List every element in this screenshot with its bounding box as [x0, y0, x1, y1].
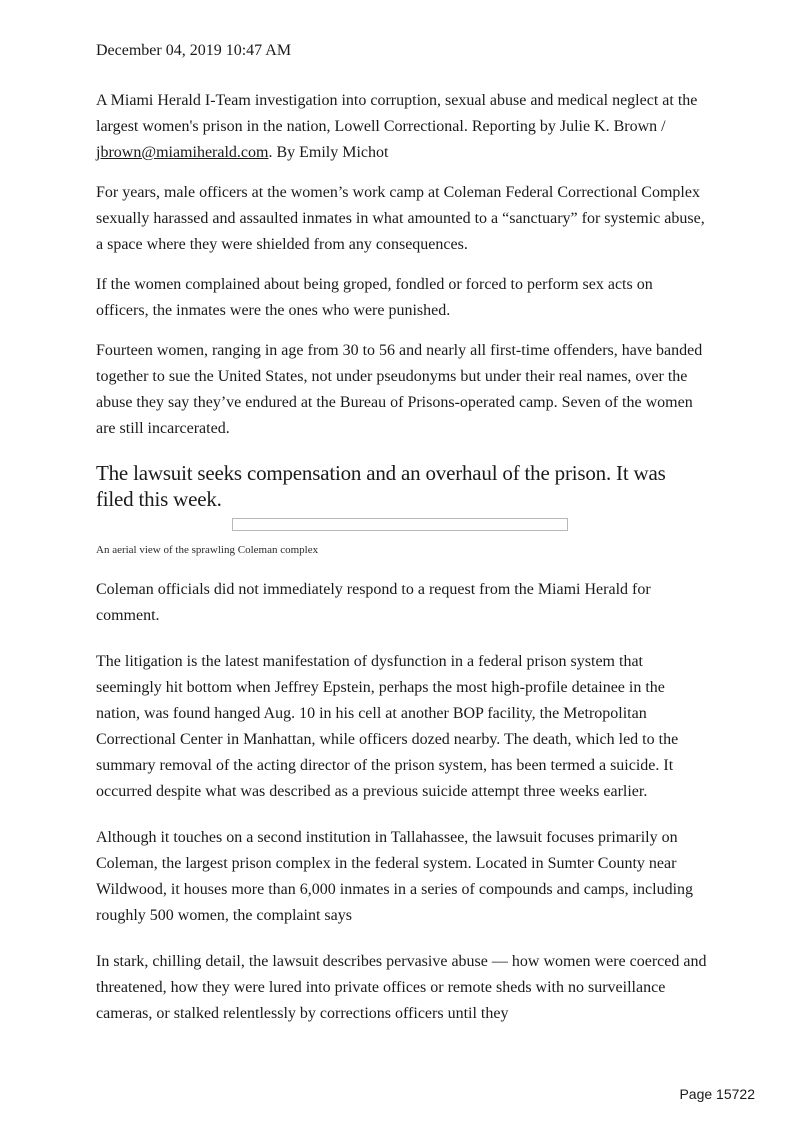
dateline: December 04, 2019 10:47 AM — [96, 42, 292, 59]
intro-paragraph — [96, 88, 708, 166]
page-number: Page 15722 — [679, 1086, 755, 1102]
subhead: The lawsuit seeks compensation and an overhaul of the prison. It was filed this week. — [96, 461, 666, 511]
author-email-link[interactable]: jbrown@miamiherald.com — [96, 144, 269, 161]
aerial-image-placeholder — [232, 518, 568, 531]
body-paragraph: Fourteen women, ranging in age from 30 to 56 and nearly all first-time offenders, have banded together to sue the United States, not under pseudonyms but under their real names, over the abuse they say they’ve endured at the Bureau of Prisons-operated camp. Seven of the women are still incarcerated. — [96, 342, 703, 437]
document-page — [96, 38, 708, 1041]
image-caption: An aerial view of the sprawling Coleman complex — [96, 544, 319, 556]
body-paragraph: For years, male officers at the women’s work camp at Coleman Federal Correctional Complex sexually harassed and assaulted inmates in what amounted to a “sanctuary” for systemic abuse, a space where they were shielded from any consequences. — [96, 184, 705, 253]
body-paragraph: Although it touches on a second institution in Tallahassee, the lawsuit focuses primarily on Coleman, the largest prison complex in the federal system. Located in Sumter County near Wildwood, it houses more than 6,000 inmates in a series of compounds and camps, including roughly 500 women, the complaint says — [96, 829, 694, 924]
intro-byline: . By Emily Michot — [268, 144, 389, 161]
body-paragraph: The litigation is the latest manifestation of dysfunction in a federal prison system that seemingly hit bottom when Jeffrey Epstein, perhaps the most high-profile detainee in the nation, was found hanged Aug. 10 in his cell at another BOP facility, the Metropolitan Correctional Center in Manhattan, while officers dozed nearby. The death, which led to the summary removal of the acting director of the prison system, has been termed a suicide. It occurred despite what was described as a previous suicide attempt three weeks earlier. — [96, 653, 679, 800]
body-paragraph: If the women complained about being groped, fondled or forced to perform sex acts on officers, the inmates were the ones who were punished. — [96, 276, 653, 319]
intro-text: A Miami Herald I-Team investigation into corruption, sexual abuse and medical neglect at the largest women's prison in the nation, Lowell Correctional. Reporting by Julie K. Brown / — [96, 92, 698, 135]
body-paragraph: Coleman officials did not immediately respond to a request from the Miami Herald for comment. — [96, 581, 651, 624]
body-paragraph: In stark, chilling detail, the lawsuit describes pervasive abuse — how women were coerced and threatened, how they were lured into private offices or remote sheds with no surveillance cameras, or stalked relentlessly by corrections officers until they — [96, 953, 707, 1022]
